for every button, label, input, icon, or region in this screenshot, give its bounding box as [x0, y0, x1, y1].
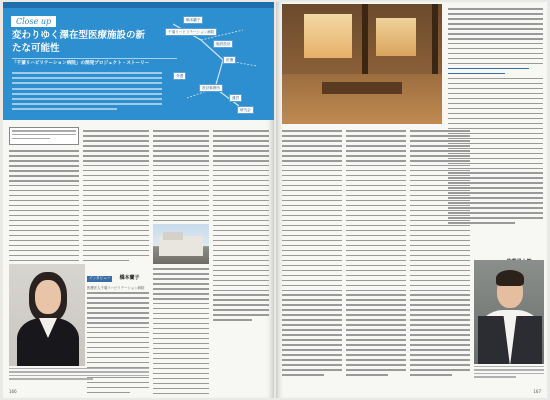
map-label-0: 橋本蘭子 — [183, 16, 203, 24]
photo-caption — [9, 368, 149, 382]
page-number-right: 167 — [533, 389, 541, 394]
right-text-column-1 — [282, 130, 342, 379]
map-label-4: 介護 — [173, 72, 186, 80]
right-text-column-2 — [346, 130, 406, 379]
map-label-6: 運営 — [229, 94, 242, 102]
interviewee2-photo — [474, 260, 544, 364]
diagram-lines — [153, 10, 271, 118]
map-label-3: 医療 — [223, 56, 236, 64]
right-page — [276, 2, 547, 398]
map-label-1: 千葉リハビリテーション病院 — [165, 28, 217, 36]
photo-caption-right — [474, 366, 544, 380]
article-subtitle: 「千葉リハビリテーション病院」の開発プロジェクト・ストーリー — [12, 58, 177, 67]
interviewee-photo — [9, 264, 85, 366]
map-label-5: 設計事務所 — [199, 84, 223, 92]
hero-stripe — [3, 2, 274, 8]
interior-room-photo — [282, 4, 442, 124]
text-column-1 — [9, 150, 79, 270]
text-column-3b — [153, 268, 209, 398]
interviewee-name: 橋本蘭子 — [119, 275, 140, 281]
map-label-7: 研究会 — [237, 106, 254, 114]
interviewee-namebox — [87, 264, 147, 290]
hero-banner — [3, 2, 274, 120]
right-text-column-3 — [410, 130, 470, 379]
intro-question-box — [9, 127, 79, 145]
interview-badge: インタビュー — [89, 276, 111, 280]
text-column-4 — [213, 130, 269, 324]
map-label-2: 施設設計 — [213, 40, 233, 48]
project-diagram — [153, 10, 271, 118]
interviewee-role: 医療法人千葉リハビリテーション病院 — [87, 286, 145, 290]
hospital-exterior-photo — [153, 224, 209, 264]
page-number-left: 166 — [9, 389, 17, 394]
text-column-2 — [83, 130, 149, 265]
section-tag: Close up — [11, 16, 56, 27]
magazine-spread — [3, 2, 547, 398]
lead-paragraph — [12, 72, 162, 114]
left-page — [3, 2, 274, 398]
article-title: 変わりゆく澤在型医療施設の新たな可能性 — [12, 30, 146, 54]
